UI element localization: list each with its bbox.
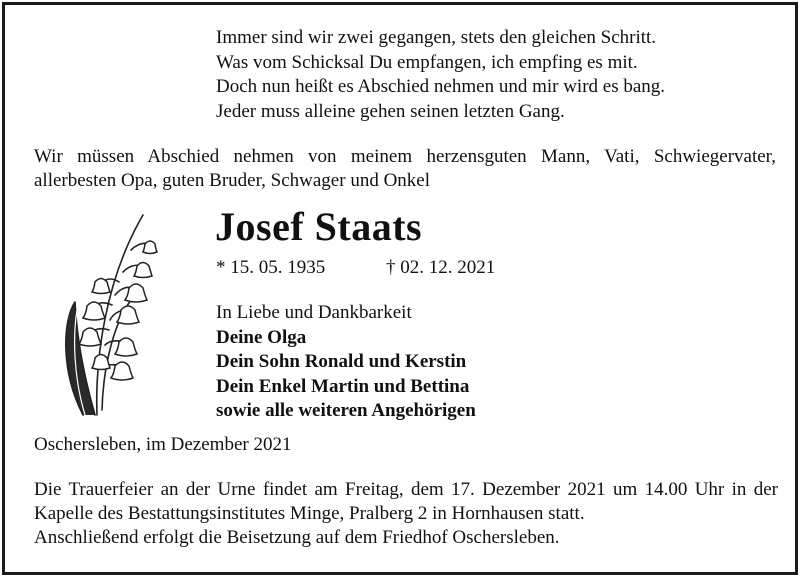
place-and-date: Oschersleben, im Dezember 2021 bbox=[34, 434, 292, 455]
intro-text bbox=[34, 145, 776, 193]
mourners-opening: In Liebe und Dankbarkeit bbox=[216, 302, 412, 323]
deceased-name: Josef Staats bbox=[215, 204, 423, 249]
death-date: † 02. 12. 2021 bbox=[386, 257, 496, 278]
intro-line: Wir müssen Abschied nehmen von meinem herzensguten Mann, Vati, Schwiegervater, bbox=[34, 146, 776, 167]
obituary-notice bbox=[2, 2, 798, 575]
mourner-line: Dein Sohn Ronald und Kerstin bbox=[216, 351, 467, 372]
poem-line: Doch nun heißt es Abschied nehmen und mir wird es bang. bbox=[216, 76, 666, 97]
poem-line: Immer sind wir zwei gegangen, stets den gleichen Schritt. bbox=[216, 27, 657, 48]
funeral-service-info bbox=[34, 478, 778, 550]
mourner-line: Dein Enkel Martin und Bettina bbox=[216, 375, 470, 397]
service-line: Kapelle des Bestattungsinstitutes Minge, Pralberg 2 in Hornhausen statt. bbox=[34, 503, 585, 524]
service-line: Die Trauerfeier an der Urne findet am Freitag, dem 17. Dezember 2021 um 14.00 Uhr in der bbox=[34, 479, 778, 500]
mourners-block bbox=[216, 301, 476, 424]
service-line: Anschließend erfolgt die Beisetzung auf dem Friedhof Oschersleben. bbox=[34, 527, 560, 548]
birth-date: * 15. 05. 1935 bbox=[216, 257, 326, 278]
lily-of-the-valley-icon bbox=[55, 210, 165, 420]
mourner-line: sowie alle weiteren Angehörigen bbox=[216, 400, 476, 421]
poem-line: Jeder muss alleine gehen seinen letzten Gang. bbox=[216, 100, 565, 122]
mourner-line: Deine Olga bbox=[216, 326, 307, 348]
poem-line: Was vom Schicksal Du empfangen, ich empfing es mit. bbox=[216, 51, 638, 73]
intro-line: allerbesten Opa, guten Bruder, Schwager und Onkel bbox=[34, 170, 431, 191]
poem bbox=[216, 26, 665, 124]
